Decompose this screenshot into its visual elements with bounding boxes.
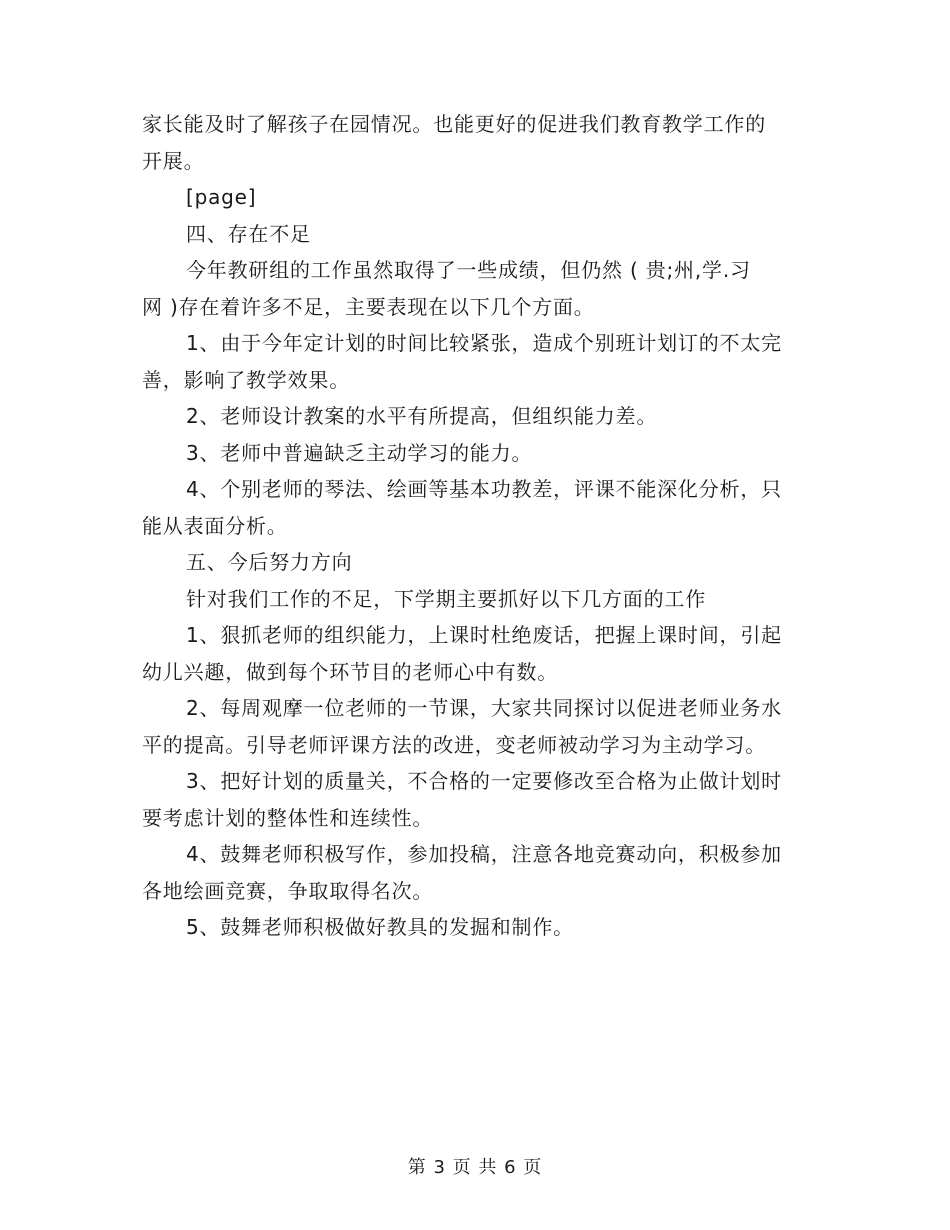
page-number-footer: 第 3 页 共 6 页 — [407, 1157, 543, 1178]
list-item: 1、由于今年定计划的时间比较紧张，造成个别班计划订的不太完 — [186, 331, 782, 355]
text-line: 针对我们工作的不足，下学期主要抓好以下几方面的工作 — [186, 586, 706, 611]
list-item: 4、个别老师的琴法、绘画等基本功教差，评课不能深化分析，只 — [186, 477, 782, 501]
text-line: 幼儿兴趣，做到每个环节目的老师心中有数。 — [142, 659, 558, 684]
text-line: 要考虑计划的整体性和连续性。 — [142, 805, 434, 830]
text-line: 开展。 — [142, 148, 205, 173]
text-line: 各地绘画竞赛，争取取得名次。 — [142, 878, 434, 903]
list-item: 3、老师中普遍缺乏主动学习的能力。 — [186, 440, 533, 465]
list-item: 2、每周观摩一位老师的一节课，大家共同探讨以促进老师业务水 — [186, 696, 782, 720]
list-item: 2、老师设计教案的水平有所提高，但组织能力差。 — [186, 404, 658, 428]
section-heading-future-direction: 五、今后努力方向 — [186, 550, 353, 574]
document-body — [142, 106, 810, 946]
text-line: 能从表面分析。 — [142, 513, 288, 538]
list-item: 3、把好计划的质量关，不合格的一定要修改至合格为止做计划时 — [186, 769, 782, 793]
text-line: 家长能及时了解孩子在园情况。也能更好的促进我们教育教学工作的 — [142, 112, 766, 136]
list-item: 5、鼓舞老师积极做好教具的发掘和制作。 — [186, 915, 574, 939]
text-line: 平的提高。引导老师评课方法的改进，变老师被动学习为主动学习。 — [142, 732, 766, 757]
page-marker: [page] — [186, 185, 257, 209]
section-heading-shortcomings: 四、存在不足 — [186, 221, 311, 246]
text-line: 善，影响了教学效果。 — [142, 367, 350, 392]
text-line: 今年教研组的工作虽然取得了一些成绩，但仍然 ( 贵;州,学.习 — [186, 258, 751, 282]
text-line: 网 )存在着许多不足，主要表现在以下几个方面。 — [142, 294, 595, 319]
list-item: 1、狠抓老师的组织能力，上课时杜绝废话，把握上课时间，引起 — [186, 623, 782, 647]
list-item: 4、鼓舞老师积极写作，参加投稿，注意各地竞赛动向，积极参加 — [186, 842, 782, 866]
